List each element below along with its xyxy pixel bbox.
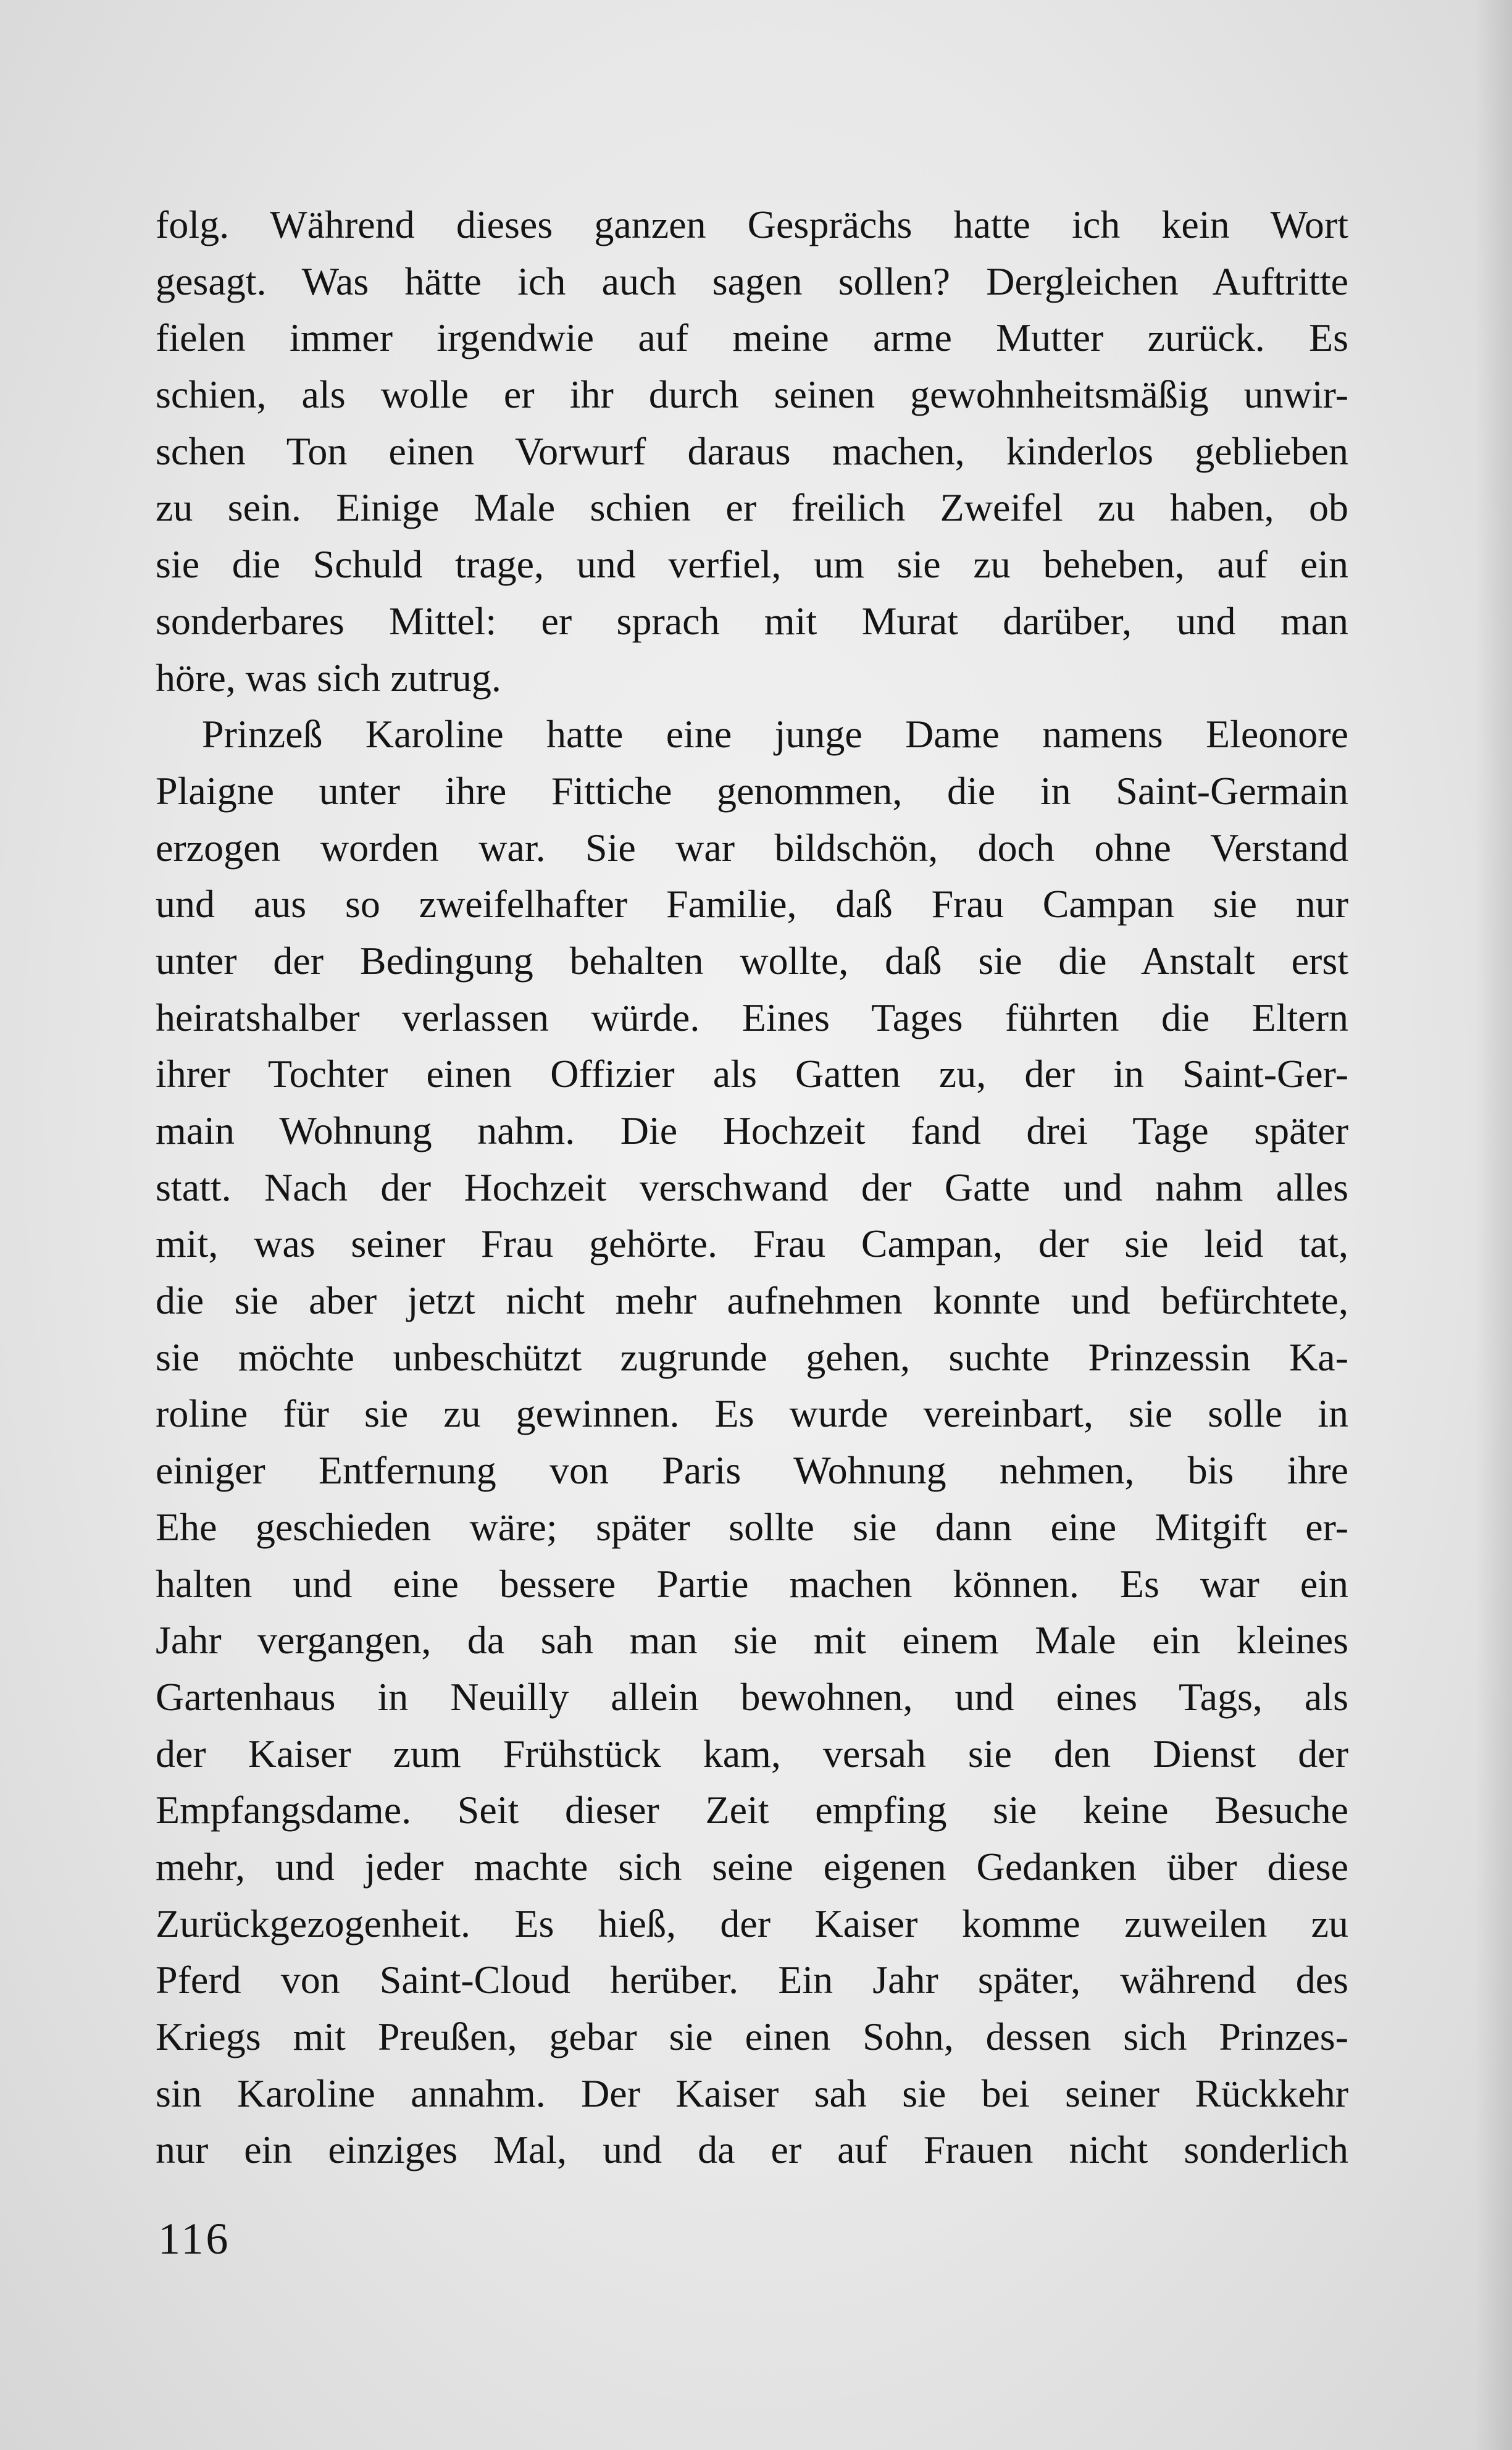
text-line: einiger Entfernung von Paris Wohnung nehmen, bis ihre [156, 1448, 1348, 1493]
text-line: sonderbares Mittel: er sprach mit Murat darüber, und man [156, 598, 1348, 643]
text-line: sie möchte unbeschützt zugrunde gehen, suchte Prinzessin Ka- [156, 1335, 1348, 1379]
text-line: sie die Schuld trage, und verfiel, um sie zu beheben, auf ein [156, 542, 1348, 587]
page-number: 116 [158, 2214, 231, 2263]
text-line: Gartenhaus in Neuilly allein bewohnen, und eines Tags, als [156, 1674, 1348, 1719]
text-line: Empfangsdame. Seit dieser Zeit empfing sie keine Besuche [156, 1788, 1348, 1832]
text-line: erzogen worden war. Sie war bildschön, doch ohne Verstand [156, 825, 1348, 870]
text-line: schen Ton einen Vorwurf daraus machen, kinderlos geblieben [156, 429, 1348, 473]
text-line: die sie aber jetzt nicht mehr aufnehmen konnte und befürchtete, [156, 1278, 1348, 1323]
text-line: Plaigne unter ihre Fittiche genommen, die in Saint-Germain [156, 768, 1348, 813]
text-line: main Wohnung nahm. Die Hochzeit fand drei Tage später [156, 1109, 1348, 1152]
text-line: höre, was sich zutrug. [156, 655, 501, 700]
text-line: zu sein. Einige Male schien er freilich Zweifel zu haben, ob [156, 485, 1348, 530]
text-line: mit, was seiner Frau gehörte. Frau Campan, der sie leid tat, [156, 1222, 1348, 1266]
text-line: schien, als wolle er ihr durch seinen gewohnheitsmäßig unwir- [156, 372, 1348, 417]
text-line: halten und eine bessere Partie machen können. Es war ein [156, 1561, 1348, 1606]
paragraph-2 [156, 706, 1348, 2178]
text-line: Kriegs mit Preußen, gebar sie einen Sohn, dessen sich Prinzes- [156, 2015, 1348, 2058]
text-line: und aus so zweifelhafter Familie, daß Frau Campan sie nur [156, 882, 1348, 926]
text-line: Jahr vergangen, da sah man sie mit einem Male ein kleines [156, 1618, 1348, 1663]
paragraph-1 [156, 196, 1348, 706]
text-line: nur ein einziges Mal, und da er auf Frauen nicht sonderlich [156, 2128, 1348, 2172]
text-line: heiratshalber verlassen würde. Eines Tages führten die Eltern [156, 995, 1348, 1039]
text-line: unter der Bedingung behalten wollte, daß sie die Anstalt erst [156, 938, 1348, 983]
body-text [156, 196, 1348, 2178]
text-line: Ehe geschieden wäre; später sollte sie dann eine Mitgift er- [156, 1504, 1348, 1549]
text-line: ihrer Tochter einen Offizier als Gatten zu, der in Saint-Ger- [156, 1052, 1348, 1096]
text-line: folg. Während dieses ganzen Gesprächs hatte ich kein Wort [156, 203, 1348, 246]
text-line: sin Karoline annahm. Der Kaiser sah sie bei seiner Rückkehr [156, 2071, 1348, 2115]
text-line: fielen immer irgendwie auf meine arme Mutter zurück. Es [156, 316, 1348, 360]
text-line: statt. Nach der Hochzeit verschwand der Gatte und nahm alles [156, 1165, 1348, 1209]
text-line: gesagt. Was hätte ich auch sagen sollen? Dergleichen Auftritte [156, 259, 1348, 303]
text-line: der Kaiser zum Frühstück kam, versah sie den Dienst der [156, 1731, 1348, 1776]
text-line: Pferd von Saint-Cloud herüber. Ein Jahr später, während des [156, 1958, 1348, 2002]
text-line: Zurückgezogenheit. Es hieß, der Kaiser komme zuweilen zu [156, 1901, 1348, 1945]
text-line: roline für sie zu gewinnen. Es wurde vereinbart, sie solle in [156, 1391, 1348, 1436]
text-line: mehr, und jeder machte sich seine eigenen Gedanken über diese [156, 1844, 1348, 1889]
text-line: Prinzeß Karoline hatte eine junge Dame namens Eleonore [202, 712, 1348, 757]
